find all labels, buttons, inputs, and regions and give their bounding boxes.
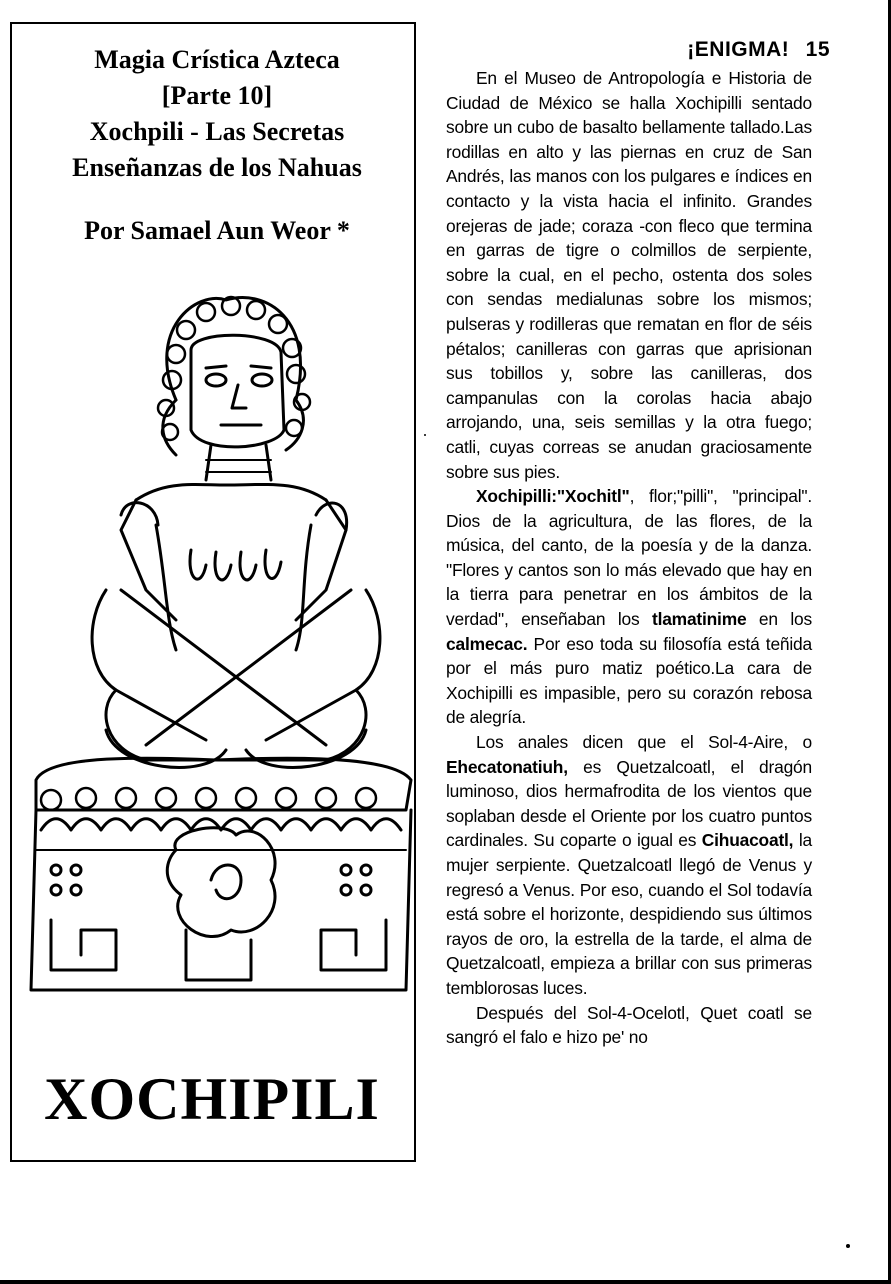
- paragraph-text: en los: [746, 609, 813, 630]
- title-line: [Parte 10]: [161, 81, 273, 110]
- scan-speck: [846, 1244, 850, 1248]
- page-number: 15: [805, 38, 830, 61]
- bold-term: calmecac.: [446, 633, 528, 654]
- paragraph-text: es Quetzalcoatl, el dragón luminoso, dios hermafrodita de los vientos que soplaban desde el Oriente por los cuatro puntos cardinales. Su coparte o igual es: [446, 756, 812, 851]
- scan-edge-bottom: [0, 1280, 891, 1284]
- scan-artifact-top: [120, 0, 420, 6]
- figure-caption: XOCHIPILI: [44, 1066, 380, 1132]
- article-title: [12, 42, 422, 186]
- scan-speck: [424, 434, 426, 436]
- bold-term: Cihuacoatl,: [701, 830, 794, 851]
- title-line: Enseñanzas de los Nahuas: [72, 153, 362, 182]
- article-paragraph: [446, 66, 812, 484]
- title-line: Magia Crística Azteca: [94, 45, 340, 74]
- paragraph-text: la mujer serpiente. Quetzalcoatl llegó de Venus y regresó a Venus. Por eso, cuando el Sol todavía está sobre el horizonte, despidiendo sus últimos rayos de oro, la estrella de la tarde, el alma de Quetzalcoatl, empieza a brillar con sus primeras temblorosas luces.: [446, 830, 812, 998]
- article-body: [446, 66, 812, 1050]
- paragraph-text: En el Museo de Antropología e Historia de Ciudad de México se halla Xochipilli sentado sobre un cubo de basalto bellamente tallado.Las rodillas en alto y las piernas en cruz de San Andrés, las manos con los pulgares e índices en contacto y la vista hacia el infinito. Grandes orejeras de jade; coraza -con fleco que termina en garras de tigre o colmillos de serpiente, sobre la cual, en el pecho, ostenta dos soles con sendas medialunas sobre los mismos; pulseras y rodilleras que rematan en flor de séis pétalos; canilleras con garras que aprisionan sus tobillos y, sobre las canilleras, dos campanulas con la corolas hacia abajo arrojando, una, seis semillas y la otra fuego; catli, cuyas correas se anudan graciosamente sobre sus pies.: [446, 68, 812, 482]
- paragraph-text: Después del Sol-4-Ocelotl, Quet coatl se sangró el falo e hizo pe' no: [446, 1002, 812, 1048]
- bold-term: Xochipilli:: [476, 486, 557, 507]
- magazine-name: ¡ENIGMA!: [687, 38, 790, 61]
- paragraph-text: , flor;"pilli", "principal". Dios de la agricultura, de las flores, de la música, del canto, de la poesía y de la danza. "Flores y cantos son lo más elevado que hay en la tierra para penetrar en los ámbitos de la verdad", enseñaban los: [446, 486, 812, 630]
- paragraph-text: Por eso toda su filosofía está teñida por el más puro matiz poético.La cara de Xochipilli es impasible, pero su corazón rebosa de alegría.: [446, 633, 812, 728]
- title-line: Xochpili - Las Secretas: [89, 117, 345, 146]
- page-header: [650, 38, 830, 62]
- article-paragraph: [446, 730, 812, 1001]
- bold-term: tlamatinime: [651, 609, 747, 630]
- paragraph-text: Los anales dicen que el Sol-4-Aire, o: [476, 732, 812, 753]
- article-paragraph: [446, 1001, 812, 1050]
- bold-term: "Xochitl": [556, 486, 630, 507]
- xochipilli-statue-illustration: [26, 290, 416, 1050]
- bold-term: Ehecatonatiuh,: [446, 756, 568, 777]
- article-paragraph: [446, 484, 812, 730]
- author-byline: Por Samael Aun Weor *: [84, 216, 350, 245]
